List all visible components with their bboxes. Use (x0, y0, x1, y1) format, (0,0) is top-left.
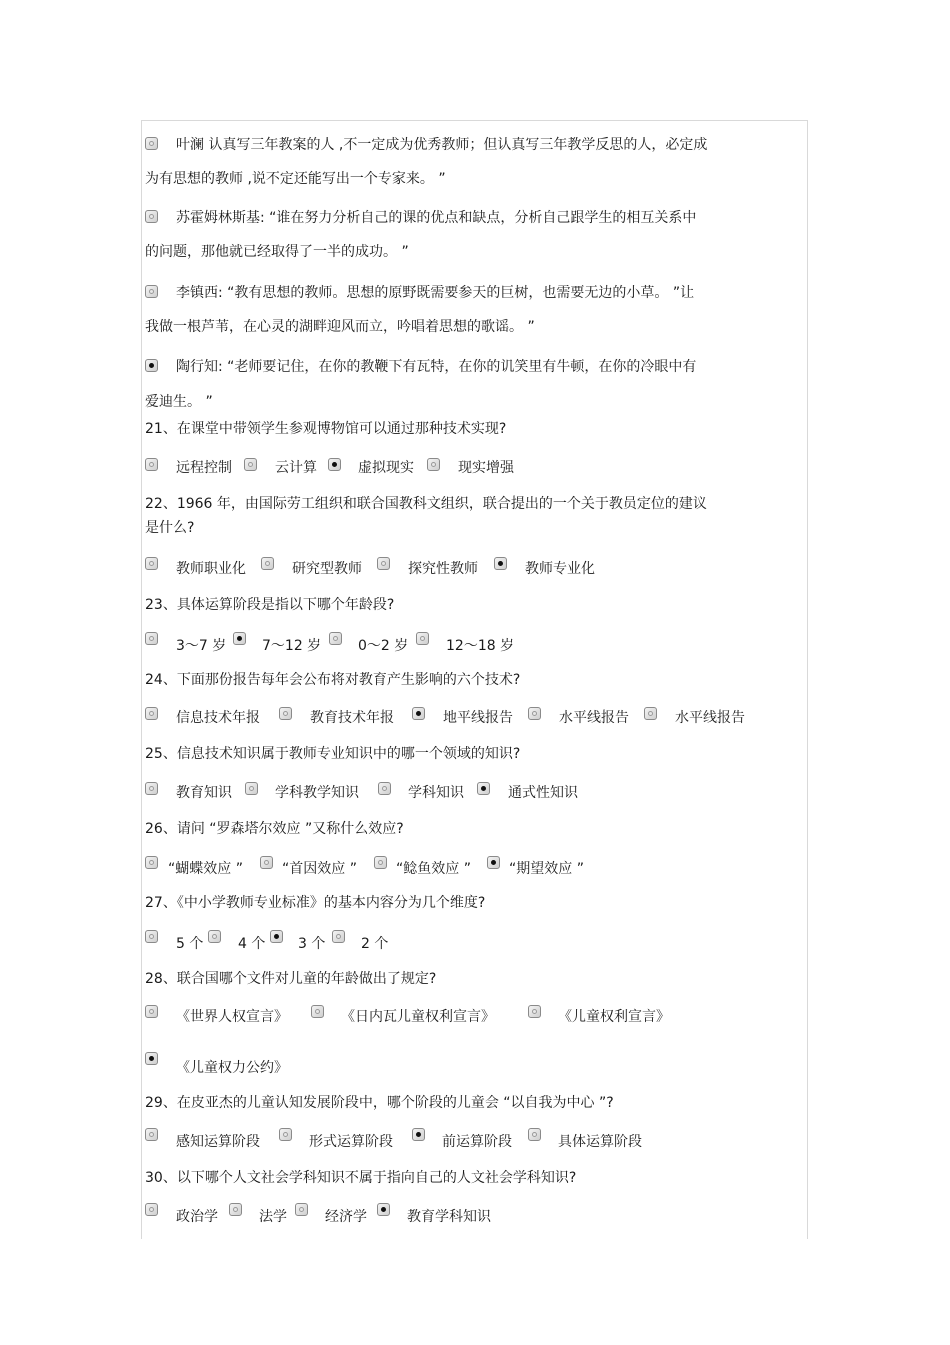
q23-option-4: 12～18 岁 (446, 638, 515, 654)
q27-option-3: 3 个 (298, 936, 326, 952)
q26-option-4: “期望效应 ” (509, 861, 584, 877)
q30-radio-3[interactable] (295, 1203, 308, 1216)
q28-radio-1[interactable] (145, 1005, 158, 1018)
q29-option-3: 前运算阶段 (442, 1134, 512, 1150)
q22-option-4: 教师专业化 (525, 561, 595, 577)
q24-option-5: 水平线报告 (675, 710, 745, 726)
q24-radio-4[interactable] (528, 707, 541, 720)
q23-title: 23、具体运算阶段是指以下哪个年龄段? (145, 597, 395, 613)
q29-option-2: 形式运算阶段 (309, 1134, 393, 1150)
q29-radio-2[interactable] (279, 1128, 292, 1141)
q21-option-4: 现实增强 (458, 460, 514, 476)
q26-option-3: “鲶鱼效应 ” (396, 861, 471, 877)
q24-option-2: 教育技术年报 (310, 710, 394, 726)
q21-radio-3[interactable] (328, 458, 341, 471)
q29-title: 29、在皮亚杰的儿童认知发展阶段中，哪个阶段的儿童会 “以自我为中心 ”? (145, 1095, 614, 1111)
q22-option-3: 探究性教师 (408, 561, 478, 577)
q30-option-3: 经济学 (325, 1209, 367, 1225)
q28-radio-2[interactable] (311, 1005, 324, 1018)
q26-radio-2[interactable] (260, 856, 273, 869)
option-b-line2: 的问题，那他就已经取得了一半的成功。 ” (145, 244, 409, 260)
q25-option-2: 学科教学知识 (275, 785, 359, 801)
option-b-line1: 苏霍姆林斯基: “谁在努力分析自己的课的优点和缺点，分析自己跟学生的相互关系中 (176, 210, 697, 226)
q22-option-1: 教师职业化 (176, 561, 246, 577)
q22-title-line1: 22、1966 年，由国际劳工组织和联合国教科文组织，联合提出的一个关于教员定位的建议 (145, 496, 707, 512)
q23-radio-4[interactable] (416, 632, 429, 645)
q25-radio-2[interactable] (245, 782, 258, 795)
q22-radio-3[interactable] (377, 557, 390, 570)
q22-title-line2: 是什么? (145, 520, 195, 536)
q30-radio-2[interactable] (229, 1203, 242, 1216)
q23-option-3: 0～2 岁 (358, 638, 409, 654)
q25-title: 25、信息技术知识属于教师专业知识中的哪一个领域的知识? (145, 746, 521, 762)
q27-radio-1[interactable] (145, 930, 158, 943)
q25-radio-1[interactable] (145, 782, 158, 795)
q26-radio-3[interactable] (374, 856, 387, 869)
q30-radio-4[interactable] (377, 1203, 390, 1216)
q22-radio-4[interactable] (494, 557, 507, 570)
radio-option-c[interactable] (145, 285, 158, 298)
q27-title: 27、《中小学教师专业标准》的基本内容分为几个维度? (145, 895, 486, 911)
q23-option-2: 7～12 岁 (262, 638, 322, 654)
q24-radio-2[interactable] (279, 707, 292, 720)
radio-option-d[interactable] (145, 359, 158, 372)
q28-option-2: 《日内瓦儿童权利宣言》 (341, 1009, 495, 1025)
q27-radio-2[interactable] (208, 930, 221, 943)
q25-radio-4[interactable] (477, 782, 490, 795)
q28-radio-4[interactable] (145, 1052, 158, 1065)
q28-option-1: 《世界人权宣言》 (176, 1009, 288, 1025)
q24-radio-5[interactable] (644, 707, 657, 720)
q27-option-2: 4 个 (238, 936, 266, 952)
q22-radio-2[interactable] (261, 557, 274, 570)
radio-option-a[interactable] (145, 137, 158, 150)
option-c-line2: 我做一根芦苇，在心灵的湖畔迎风而立，吟唱着思想的歌谣。 ” (145, 319, 535, 335)
q26-radio-1[interactable] (145, 856, 158, 869)
q24-option-1: 信息技术年报 (176, 710, 260, 726)
q29-option-1: 感知运算阶段 (176, 1134, 260, 1150)
q25-option-3: 学科知识 (408, 785, 464, 801)
q23-radio-3[interactable] (329, 632, 342, 645)
q21-radio-1[interactable] (145, 458, 158, 471)
q28-option-4: 《儿童权力公约》 (176, 1060, 288, 1076)
q23-radio-2[interactable] (233, 632, 246, 645)
q30-title: 30、以下哪个人文社会学科知识不属于指向自己的人文社会学科知识? (145, 1170, 577, 1186)
radio-option-b[interactable] (145, 210, 158, 223)
q21-option-2: 云计算 (275, 460, 317, 476)
q27-option-1: 5 个 (176, 936, 204, 952)
q30-option-2: 法学 (259, 1209, 287, 1225)
q30-option-4: 教育学科知识 (407, 1209, 491, 1225)
q24-title: 24、下面那份报告每年会公布将对教育产生影响的六个技术? (145, 672, 521, 688)
q24-option-3: 地平线报告 (443, 710, 513, 726)
q23-option-1: 3～7 岁 (176, 638, 227, 654)
q28-option-3: 《儿童权利宣言》 (558, 1009, 670, 1025)
q24-radio-1[interactable] (145, 707, 158, 720)
option-d-line1: 陶行知: “老师要记住，在你的教鞭下有瓦特，在你的讥笑里有牛顿，在你的冷眼中有 (176, 359, 697, 375)
q27-radio-4[interactable] (332, 930, 345, 943)
q29-radio-3[interactable] (412, 1128, 425, 1141)
q24-option-4: 水平线报告 (559, 710, 629, 726)
q25-option-1: 教育知识 (176, 785, 232, 801)
q21-option-3: 虚拟现实 (358, 460, 414, 476)
q30-radio-1[interactable] (145, 1203, 158, 1216)
q21-option-1: 远程控制 (176, 460, 232, 476)
q21-radio-4[interactable] (427, 458, 440, 471)
q29-radio-4[interactable] (528, 1128, 541, 1141)
option-a-line2: 为有思想的教师 ,说不定还能写出一个专家来。 ” (145, 171, 446, 187)
q21-title: 21、在课堂中带领学生参观博物馆可以通过那种技术实现? (145, 421, 507, 437)
q22-option-2: 研究型教师 (292, 561, 362, 577)
q26-radio-4[interactable] (487, 856, 500, 869)
q21-radio-2[interactable] (244, 458, 257, 471)
q27-radio-3[interactable] (270, 930, 283, 943)
q26-title: 26、请问 “罗森塔尔效应 ”又称什么效应? (145, 821, 404, 837)
option-a-line1: 叶澜 认真写三年教案的人 ,不一定成为优秀教师；但认真写三年教学反思的人，必定成 (176, 137, 708, 153)
q29-radio-1[interactable] (145, 1128, 158, 1141)
q26-option-1: “蝴蝶效应 ” (168, 861, 243, 877)
option-c-line1: 李镇西: “教有思想的教师。思想的原野既需要参天的巨树，也需要无边的小草。 ”让 (176, 285, 695, 301)
q24-radio-3[interactable] (412, 707, 425, 720)
q28-radio-3[interactable] (528, 1005, 541, 1018)
q30-option-1: 政治学 (176, 1209, 218, 1225)
q23-radio-1[interactable] (145, 632, 158, 645)
q25-option-4: 通式性知识 (508, 785, 578, 801)
q29-option-4: 具体运算阶段 (558, 1134, 642, 1150)
q26-option-2: “首因效应 ” (282, 861, 357, 877)
option-d-line2: 爱迪生。 ” (145, 394, 213, 410)
q25-radio-3[interactable] (378, 782, 391, 795)
q28-title: 28、联合国哪个文件对儿童的年龄做出了规定? (145, 971, 437, 987)
q27-option-4: 2 个 (361, 936, 389, 952)
q22-radio-1[interactable] (145, 557, 158, 570)
